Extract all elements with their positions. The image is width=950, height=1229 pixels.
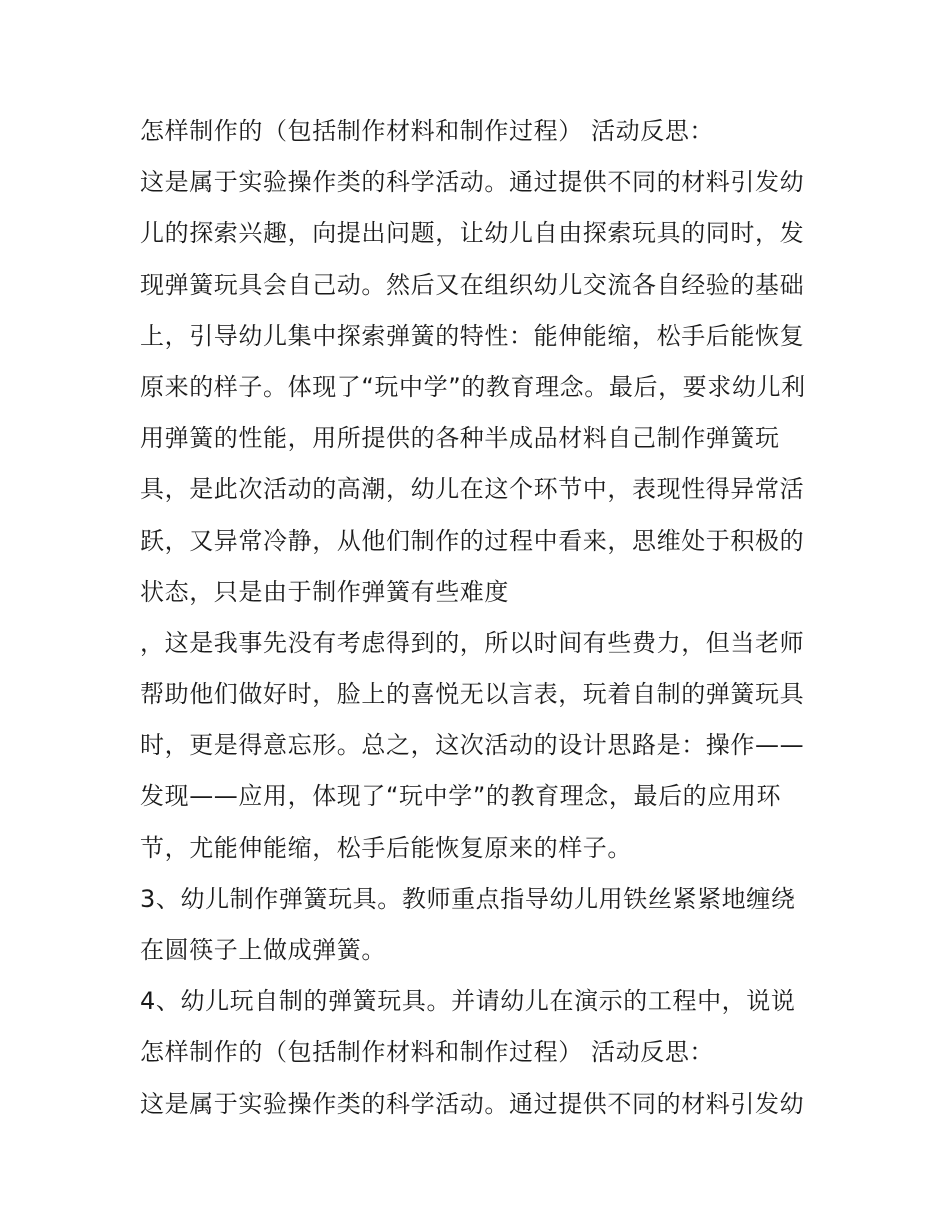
text-line: 时，更是得意忘形。总之，这次活动的设计思路是：操作—— xyxy=(140,731,805,760)
document-body xyxy=(140,106,830,1130)
text-line: 3、幼儿制作弹簧玩具。教师重点指导幼儿用铁丝紧紧地缠绕 xyxy=(140,884,796,913)
text-line: 儿的探索兴趣，向提出问题，让幼儿自由探索玩具的同时，发 xyxy=(140,219,805,248)
text-line: 现弹簧玩具会自己动。然后又在组织幼儿交流各自经验的基础 xyxy=(140,270,805,299)
text-line: 节，尤能伸能缩，松手后能恢复原来的样子。 xyxy=(140,833,632,862)
text-line: 怎样制作的（包括制作材料和制作过程） 活动反思： xyxy=(140,117,715,145)
text-line: 这是属于实验操作类的科学活动。通过提供不同的材料引发幼 xyxy=(140,1089,805,1118)
text-line: 用弹簧的性能，用所提供的各种半成品材料自己制作弹簧玩 xyxy=(140,424,780,453)
text-line: 具，是此次活动的高潮，幼儿在这个环节中，表现性得异常活 xyxy=(140,475,805,504)
text-line: 在圆筷子上做成弹簧。 xyxy=(140,936,386,964)
text-line: 跃，又异常冷静，从他们制作的过程中看来，思维处于积极的 xyxy=(140,526,805,555)
text-line: 发现——应用，体现了“玩中学”的教育理念，最后的应用环 xyxy=(140,782,782,811)
text-line: 状态，只是由于制作弹簧有些难度 xyxy=(140,577,509,606)
text-line: 帮助他们做好时，脸上的喜悦无以言表，玩着自制的弹簧玩具 xyxy=(140,680,805,709)
text-line: 上，引导幼儿集中探索弹簧的特性：能伸能缩，松手后能恢复 xyxy=(140,321,805,350)
text-line: 怎样制作的（包括制作材料和制作过程） 活动反思： xyxy=(140,1038,715,1067)
text-line: 4、幼儿玩自制的弹簧玩具。并请幼儿在演示的工程中，说说 xyxy=(140,987,796,1016)
text-line: ，这是我事先没有考虑得到的，所以时间有些费力，但当老师 xyxy=(140,628,805,657)
text-line: 原来的样子。体现了“玩中学”的教育理念。最后，要求幼儿利 xyxy=(140,372,806,401)
text-line: 这是属于实验操作类的科学活动。通过提供不同的材料引发幼 xyxy=(140,168,805,197)
